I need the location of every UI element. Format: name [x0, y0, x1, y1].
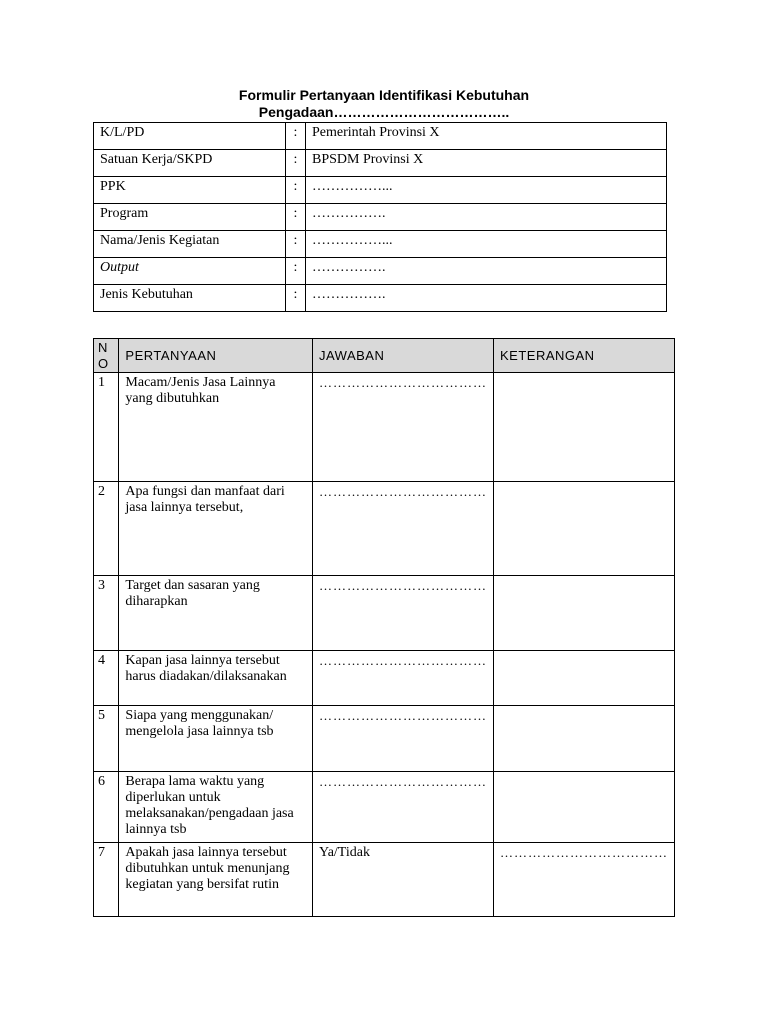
info-colon: : [286, 204, 306, 231]
info-colon: : [286, 150, 306, 177]
table-row [94, 706, 675, 772]
row-question: Kapan jasa lainnya tersebut harus diadakan/dilaksanakan [119, 651, 313, 706]
header-pertanyaan: PERTANYAAN [119, 339, 313, 373]
row-answer: ……………………………… [312, 576, 493, 651]
info-value: Pemerintah Provinsi X [306, 123, 667, 150]
row-note [494, 651, 675, 706]
info-colon: : [286, 177, 306, 204]
row-answer: ……………………………… [312, 373, 493, 482]
info-row-jenis-kebutuhan [94, 285, 667, 312]
row-number: 5 [94, 706, 119, 772]
form-title-procurement: Pengadaan……………………………….. [258, 104, 510, 120]
table-row [94, 843, 675, 917]
row-question: Siapa yang menggunakan/ mengelola jasa lainnya tsb [119, 706, 313, 772]
table-row [94, 651, 675, 706]
identity-table [93, 122, 667, 312]
row-answer: Ya/Tidak [312, 843, 493, 917]
info-label: Program [94, 204, 286, 231]
info-label: Satuan Kerja/SKPD [94, 150, 286, 177]
row-note [494, 706, 675, 772]
header-jawaban: JAWABAN [312, 339, 493, 373]
info-row-klpd [94, 123, 667, 150]
info-row-satuan-kerja [94, 150, 667, 177]
row-note [494, 576, 675, 651]
info-label: K/L/PD [94, 123, 286, 150]
row-number: 3 [94, 576, 119, 651]
table-row [94, 482, 675, 576]
info-colon: : [286, 285, 306, 312]
info-value: ……………. [306, 258, 667, 285]
info-label: Jenis Kebutuhan [94, 285, 286, 312]
info-value: ……………... [306, 177, 667, 204]
header-keterangan: KETERANGAN [494, 339, 675, 373]
row-question: Target dan sasaran yang diharapkan [119, 576, 313, 651]
row-number: 4 [94, 651, 119, 706]
info-colon: : [286, 258, 306, 285]
table-row [94, 772, 675, 843]
info-row-output [94, 258, 667, 285]
table-row [94, 373, 675, 482]
info-value: BPSDM Provinsi X [306, 150, 667, 177]
row-question: Macam/Jenis Jasa Lainnya yang dibutuhkan [119, 373, 313, 482]
row-note [494, 482, 675, 576]
form-title: Formulir Pertanyaan Identifikasi Kebutuhan [238, 87, 530, 103]
info-colon: : [286, 231, 306, 258]
row-question: Apa fungsi dan manfaat dari jasa lainnya tersebut, [119, 482, 313, 576]
row-answer: ……………………………… [312, 772, 493, 843]
info-value: ……………. [306, 285, 667, 312]
row-note: ……………………………… [494, 843, 675, 917]
row-number: 7 [94, 843, 119, 917]
row-number: 1 [94, 373, 119, 482]
row-number: 6 [94, 772, 119, 843]
info-value: ……………... [306, 231, 667, 258]
info-row-nama-kegiatan [94, 231, 667, 258]
info-label: Output [94, 258, 286, 285]
info-label: PPK [94, 177, 286, 204]
info-value: ……………. [306, 204, 667, 231]
info-row-ppk [94, 177, 667, 204]
row-answer: ……………………………… [312, 706, 493, 772]
row-question: Berapa lama waktu yang diperlukan untuk melaksanakan/pengadaan jasa lainnya tsb [119, 772, 313, 843]
question-table [93, 338, 675, 917]
table-row [94, 576, 675, 651]
info-colon: : [286, 123, 306, 150]
row-answer: ……………………………… [312, 651, 493, 706]
info-row-program [94, 204, 667, 231]
row-answer: ……………………………… [312, 482, 493, 576]
info-label: Nama/Jenis Kegiatan [94, 231, 286, 258]
question-table-header [94, 339, 675, 373]
row-note [494, 772, 675, 843]
row-note [494, 373, 675, 482]
row-number: 2 [94, 482, 119, 576]
row-question: Apakah jasa lainnya tersebut dibutuhkan untuk menunjang kegiatan yang bersifat rutin [119, 843, 313, 917]
header-no: N O [94, 339, 119, 373]
